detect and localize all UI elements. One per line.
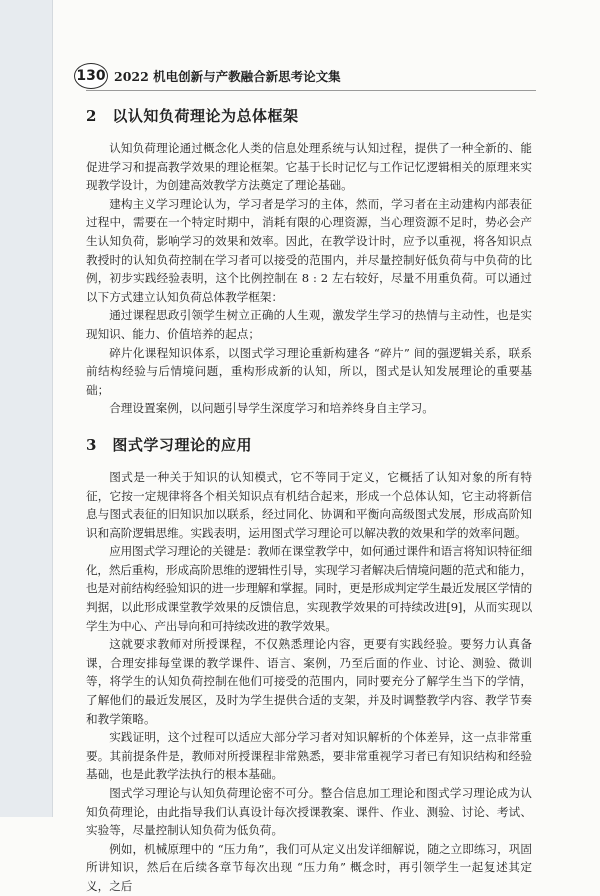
section2-paragraph-4: 碎片化课程知识体系，以图式学习理论重新构建各 “碎片” 间的强逻辑关系，联系前结构经验与后情境问题，重构形成新的认知，所以，图式是认知发展理论的重要基础； <box>86 345 532 397</box>
section2-paragraph-3: 通过课程思政引领学生树立正确的人生观，激发学生学习的热情与主动性，也是实现知识、能力、价值培养的起点； <box>86 308 532 341</box>
section2-paragraph-5: 合理设置案例，以问题引导学生深度学习和培养终身自主学习。 <box>109 401 434 416</box>
section-heading-2: 2 以认知负荷理论为总体框架 <box>86 107 299 125</box>
section3-paragraph-4: 实践证明，这个过程可以适应大部分学习者对知识解析的个体差异，这一点非常重要。其前提条件是，教师对所授课程非常熟悉，要非常重视学习者已有知识结构和经验基础，也是此教学法执行的根本基础。 <box>86 730 532 782</box>
section3-paragraph-1: 图式是一种关于知识的认知模式，它不等同于定义，它概括了认知对象的所有特征，它按一定规律将各个相关知识点有机结合起来，形成一个总体认知，它主动将新信息与图式表征的旧知识加以联系，经过同化、协调和平衡向高级图式发展，形成高阶知识和高阶逻辑思维。实践表明，运用图式学习理论可以解决教的效果和学的效率问题。 <box>86 469 532 540</box>
section-spacer <box>86 418 532 426</box>
section2-paragraph-1: 认知负荷理论通过概念化人类的信息处理系统与认知过程，提供了一种全新的、能促进学习和提高教学效果的理论框架。它基于长时记忆与工作记忆逻辑相关的原理来实现教学设计，为创建高效教学方法奠定了理论基础。 <box>86 141 532 193</box>
section3-paragraph-2: 应用图式学习理论的关键是：教师在课堂教学中，如何通过课件和语言将知识特征细化，然后重构，形成高阶思维的逻辑性引导，实现学习者解决后情境问题的范式和能力，也是对前结构经验知识的进一步理解和掌握。同时，更是形成判定学生最近发展区学情的判据，以此形成课堂教学效果的反馈信息，实现教学效果的可持续改进[9]，从而实现以学生为中心、产出导向和可持续改进的教学效果。 <box>86 544 532 633</box>
page-body <box>86 97 532 896</box>
page-number-badge: 130 <box>74 63 108 89</box>
running-header-title: 2022 机电创新与产教融合新思考论文集 <box>114 69 341 84</box>
section3-paragraph-5: 图式学习理论与认知负荷理论密不可分。整合信息加工理论和图式学习理论成为认知负荷理论，由此指导我们认真设计每次授课教案、课件、作业、测验、讨论、考试、实验等，尽量控制认知负荷为低负荷。 <box>86 786 532 838</box>
section-heading-3: 3 图式学习理论的应用 <box>86 435 252 454</box>
section3-paragraph-6: 例如，机械原理中的 “压力角”，我们可从定义出发详细解说，随之立即练习，巩固所讲知识，然后在后续各章节每次出现 “压力角” 概念时，再引领学生一起复述其定义，之后 <box>86 841 532 893</box>
header-rule <box>86 90 536 91</box>
section2-paragraph-2: 建构主义学习理论认为，学习者是学习的主体，然而，学习者在主动建构内部表征过程中，需要在一个特定时期中，消耗有限的心理资源，当心理资源不足时，势必会产生认知负荷，影响学习的效果和效率。因此，在教学设计时，应予以重视，将各知识点教授时的认知负荷控制在学习者可以接受的范围内，并尽量控制好低负荷与中负荷的比例，初步实践经验表明，这个比例控制在 8 : 2 左右较好，尽量不用重负荷。可以通过以下方式建立认知负荷总体教学框架： <box>86 196 532 304</box>
page-margin-band <box>0 0 52 817</box>
margin-divider <box>52 0 53 817</box>
section3-paragraph-3: 这就要求教师对所授课程，不仅熟悉理论内容，更要有实践经验。要努力认真备课，合理安排每堂课的教学课件、语言、案例，乃至后面的作业、讨论、测验、微训等，将学生的认知负荷控制在他们可接受的范围内，同时要充分了解学生当下的学情，了解他们的最近发展区，及时为学生提供合适的支架，并及时调整教学内容、教学节奏和教学策略。 <box>86 637 532 726</box>
